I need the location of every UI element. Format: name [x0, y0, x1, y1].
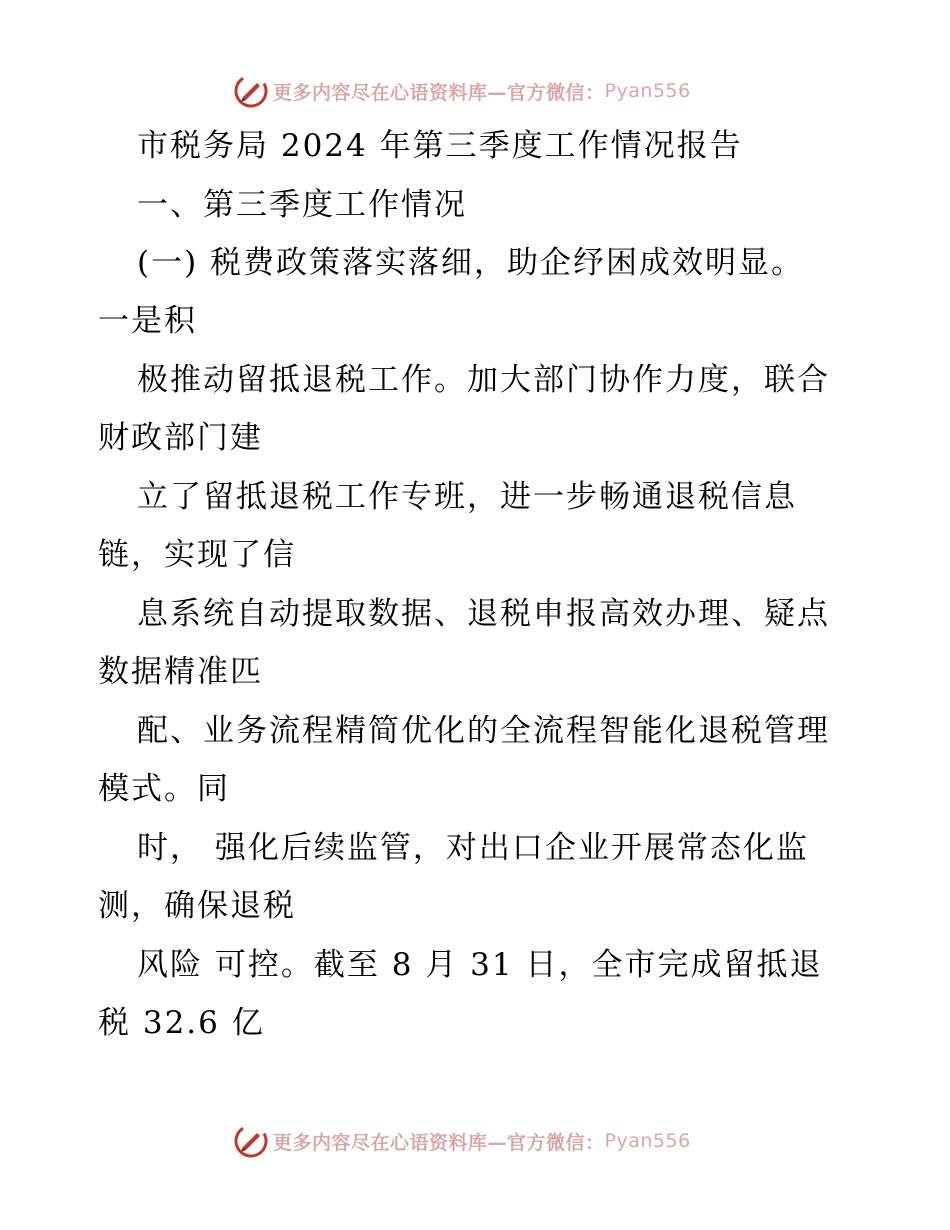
- watermark-text: 更多内容尽在心语资料库—官方微信：: [273, 81, 605, 104]
- paragraph-line: 息系统自动提取数据、退税申报高效办理、疑点: [137, 596, 830, 632]
- paragraph-line: 时， 强化后续监管，对出口企业开展常态化监: [137, 830, 809, 866]
- footer-watermark: [233, 1122, 713, 1160]
- library-logo-icon: [233, 1123, 269, 1159]
- paragraph-line: 模式。同: [98, 771, 230, 807]
- subsection-heading: (一) 税费政策落实落细，助企纾困成效明显。: [137, 245, 805, 281]
- paragraph-line: 立了留抵退税工作专班，进一步畅通退税信息: [137, 479, 797, 515]
- paragraph-line: 财政部门建: [98, 420, 263, 456]
- watermark-text: 更多内容尽在心语资料库—官方微信：: [273, 1131, 605, 1154]
- paragraph-line: 极推动留抵退税工作。加大部门协作力度，联合: [137, 362, 830, 398]
- paragraph-line: 数据精准匹: [98, 654, 263, 690]
- paragraph-line: 配、业务流程精简优化的全流程智能化退税管理: [137, 713, 830, 749]
- paragraph-line: 链，实现了信: [98, 537, 296, 573]
- doc-title: 市税务局 2024 年第三季度工作情况报告: [137, 128, 743, 164]
- paragraph-line: 风险 可控。截至 8 月 31 日，全市完成留抵退: [137, 947, 823, 983]
- paragraph-line: 测，确保退税: [98, 888, 296, 924]
- watermark-wechat-id: Pyan556: [604, 1130, 691, 1152]
- paragraph-line: 一是积: [98, 303, 197, 339]
- watermark-wechat-id: Pyan556: [604, 80, 691, 102]
- section-heading: 一、第三季度工作情况: [137, 187, 467, 223]
- header-watermark: [233, 72, 713, 110]
- paragraph-line: 税 32.6 亿: [98, 1005, 265, 1041]
- library-logo-icon: [233, 73, 269, 109]
